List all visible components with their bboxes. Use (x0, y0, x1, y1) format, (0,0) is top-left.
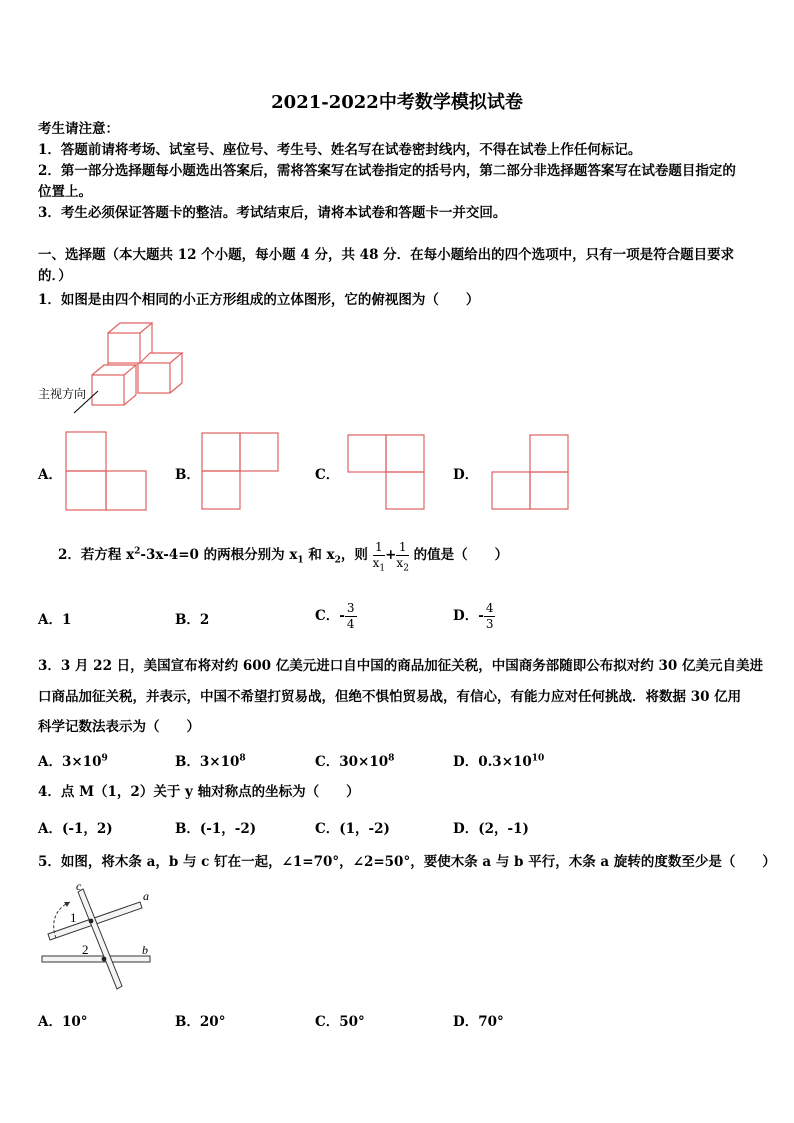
angle-2-label: 2 (82, 942, 89, 957)
q3-stem-line1: 3．3 月 22 日，美国宣布将对约 600 亿美元进口自中国的商品加征关税，中国商务部随即公布拟对约 30 亿美元自美进 (38, 658, 763, 674)
notice-item-3: 3．考生必须保证答题卡的整洁。考试结束后，请将本试卷和答题卡一并交回。 (38, 205, 507, 221)
q4-option-c: C．(1，-2) (315, 821, 390, 837)
q3-stem-line2: 口商品加征关税，并表示，中国不希望打贸易战，但绝不惧怕贸易战，有信心，有能力应对任何挑战．将数据 30 亿用 (38, 689, 742, 705)
label-a: a (143, 889, 149, 903)
q4-stem: 4．点 M（1，2）关于 y 轴对称点的坐标为（ ） (38, 784, 360, 800)
q1-stem: 1．如图是由四个相同的小正方形组成的立体图形，它的俯视图为（ ） (38, 292, 480, 308)
q1-option-d-label: D． (453, 467, 479, 483)
q5-option-a: A．10° (38, 1014, 88, 1030)
page-title: 2021-2022中考数学模拟试卷 (271, 92, 523, 113)
q4-option-b: B．(-1，-2) (175, 821, 257, 837)
q2-option-b: B．2 (175, 612, 210, 628)
notice-item-2-cont: 位置上。 (38, 184, 92, 200)
q4-option-a: A．(-1，2) (38, 821, 113, 837)
q1-cube-figure (30, 315, 200, 430)
q2-fraction-2: $\frac{1}{x_2}$ (396, 540, 409, 574)
q1-option-d-figure (490, 433, 572, 513)
q1-option-a-label: A． (38, 467, 62, 483)
notice-heading: 考生请注意： (38, 121, 119, 137)
q2-option-a: A．1 (38, 612, 72, 628)
q3-option-b: B．$3\times 10^8$ (175, 753, 246, 770)
q5-stick-figure (36, 878, 161, 993)
label-c: c (76, 879, 82, 893)
q1-option-b-figure (200, 431, 282, 513)
section-heading-cont: 的．） (38, 268, 72, 284)
q1-option-a-figure (64, 430, 149, 512)
notice-item-2: 2．第一部分选择题每小题选出答案后，需将答案写在试卷指定的括号内，第二部分非选择题答案写在试卷题目指定的 (38, 163, 736, 179)
q3-stem-line3: 科学记数法表示为（ ） (38, 719, 200, 735)
q5-option-b: B．20° (175, 1014, 226, 1030)
q3-option-c: C．$30\times 10^8$ (315, 753, 395, 770)
q3-option-a: A．$3\times 10^9$ (38, 753, 108, 770)
q5-option-d: D．70° (453, 1014, 504, 1030)
q2-stem: 2．若方程 $x^2-3x-4=0$ 的两根分别为 $x_1$ 和 $x_2$，则 $\frac{1}{x_1}$ + $\frac{1}{x_2}$ 的值是（ ） (58, 540, 509, 574)
q1-view-direction-label: 主视方向 (38, 387, 87, 401)
q5-stem: 5．如图，将木条 a，b 与 c 钉在一起，∠1=70°，∠2=50°，要使木条 a 与 b 平行，木条 a 旋转的度数至少是（ ） (38, 854, 776, 870)
q3-option-d: D．$0.3\times 10^{10}$ (453, 753, 545, 770)
label-b: b (142, 943, 148, 957)
q4-option-d: D．(2，-1) (453, 821, 529, 837)
q2-option-d: D．- $\frac{4}{3}$ (453, 601, 494, 631)
q5-option-c: C．50° (315, 1014, 365, 1030)
section-heading: 一、选择题（本大题共 12 个小题，每小题 4 分，共 48 分．在每小题给出的四个选项中，只有一项是符合题目要求 (38, 247, 735, 263)
stick-b (42, 956, 150, 962)
q1-option-c-figure (346, 433, 428, 513)
angle-1-label: 1 (70, 910, 77, 925)
notice-item-1: 1．答题前请将考场、试室号、座位号、考生号、姓名写在试卷密封线内，不得在试卷上作任何标记。 (38, 142, 642, 158)
q2-fraction-1: $\frac{1}{x_1}$ (372, 540, 386, 574)
q2-option-c: C．- $\frac{3}{4}$ (315, 601, 355, 631)
stick-c (78, 889, 122, 989)
q1-option-b-label: B． (175, 467, 200, 483)
q1-option-c-label: C． (315, 467, 340, 483)
